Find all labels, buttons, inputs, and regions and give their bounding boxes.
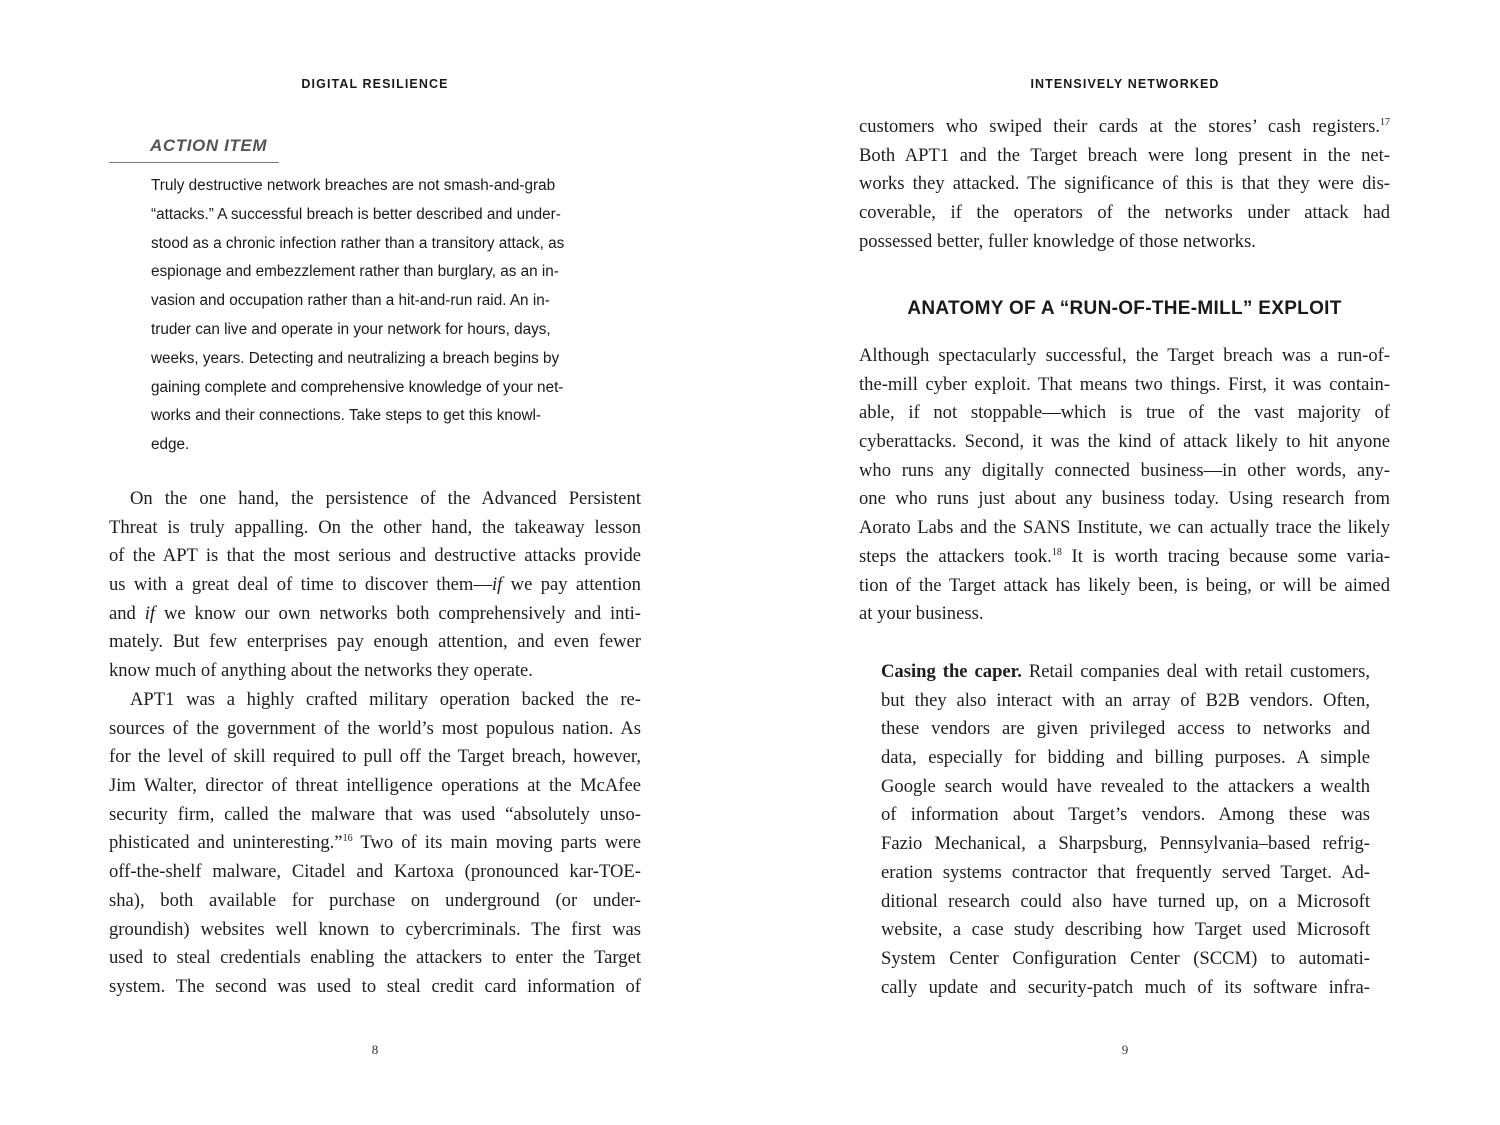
text-line: ditional research could also have turned up, on a Microsoft [881,890,1370,912]
text-line: Aorato Labs and the SANS Institute, we can actually trace the likely [859,517,1390,539]
text-line: of information about Target’s vendors. Among these was [881,804,1370,826]
action-item-line: “attacks.” A successful breach is better described and under- [151,205,561,223]
action-item-line: truder can live and operate in your network for hours, days, [151,320,551,338]
text-line: Although spectacularly successful, the Target breach was a run-of- [859,345,1390,366]
text-line: at your business. [859,603,984,625]
text-line: these vendors are given privileged access to networks and [881,718,1370,740]
text-line: Threat is truly appalling. On the other hand, the takeaway lesson [109,516,641,538]
text-line: Google search would have revealed to the attackers a wealth [881,775,1370,797]
text-run: Retail companies deal with retail customers, [1021,661,1370,682]
text-line: possessed better, fuller knowledge of those networks. [859,230,1256,252]
emphasis: if [144,602,156,624]
text-line: Jim Walter, director of threat intelligence operations at the McAfee [109,775,641,797]
page-number-right: 9 [1121,1042,1129,1057]
action-item-rule [109,162,279,163]
text-line: the-mill cyber exploit. That means two things. First, it was contain- [859,373,1390,395]
text-line: tion of the Target attack has likely been, is being, or will be aimed [859,574,1390,596]
text-line: Fazio Mechanical, a Sharpsburg, Pennsylvania–based refrig- [881,833,1370,855]
text-line [859,113,1390,142]
text-line: sources of the government of the world’s most populous nation. As [109,717,641,739]
footnote-ref[interactable]: 18 [1051,546,1062,558]
text-line: able, if not stoppable—which is true of the vast majority of [859,402,1390,424]
text-line: who runs any digitally connected business—in other words, any- [859,459,1390,481]
text-line: On the one hand, the persistence of the Advanced Persistent [130,488,641,509]
right-page [750,0,1500,1125]
text-line: of the APT is that the most serious and destructive attacks provide [109,545,641,567]
action-item-line: stood as a chronic infection rather than a transitory attack, as [151,234,565,252]
text-run: Two of its main moving parts were [352,832,641,854]
text-line: works they attacked. The significance of this is that they were dis- [859,173,1390,195]
text-line [881,658,1370,687]
footnote-ref[interactable]: 17 [1380,117,1390,128]
text-line: website, a case study describing how Target used Microsoft [881,919,1370,941]
action-item-line: works and their connections. Take steps to get this knowl- [151,407,541,425]
text-line: eration systems contractor that frequently served Target. Ad- [881,861,1370,883]
page-number-left: 8 [371,1042,379,1057]
section-heading: ANATOMY OF A “RUN-OF-THE-MILL” EXPLOIT [907,298,1342,319]
text-line: know much of anything about the networks they operate. [109,660,533,682]
text-line: data, especially for bidding and billing purposes. A simple [881,747,1370,769]
action-item-body [151,172,606,460]
action-item-line: Truly destructive network breaches are not smash-and-grab [151,177,556,194]
text-line [109,571,641,600]
text-line [109,829,641,858]
action-item-line: espionage and embezzlement rather than burglary, as an in- [151,263,559,281]
action-item-line: weeks, years. Detecting and neutralizing a breach begins by [151,349,560,367]
text-run: steps the attackers took. [859,545,1052,567]
footnote-ref[interactable]: 16 [342,833,353,845]
body-paragraph [109,686,641,1002]
text-line: cyberattacks. Second, it was the kind of attack likely to hit anyone [859,431,1390,453]
text-line: used to steal credentials enabling the attackers to enter the Target [109,947,641,969]
text-line: APT1 was a highly crafted military operation backed the re- [130,689,641,710]
text-line [859,543,1390,572]
action-item-line: vasion and occupation rather than a hit-and-run raid. An in- [151,292,550,310]
text-run: phisticated and uninteresting.” [109,832,343,854]
text-line: Both APT1 and the Target breach were long present in the net- [859,144,1390,166]
text-run: and [109,602,145,624]
action-item-line: gaining complete and comprehensive knowledge of your net- [151,378,564,396]
text-line: groundish) websites well known to cybercriminals. The first was [109,918,641,940]
text-run: we pay attention [502,574,641,596]
text-line [109,600,641,629]
text-line: for the level of skill required to pull off the Target breach, however, [109,746,641,768]
text-line: security firm, called the malware that was used “absolutely unso- [109,803,641,825]
text-run: us with a great deal of time to discover them— [109,574,492,596]
running-head-left: DIGITAL RESILIENCE [301,77,449,91]
text-line: system. The second was used to steal credit card information of [109,975,641,997]
running-head-right: INTENSIVELY NETWORKED [1030,77,1220,91]
action-item-title: ACTION ITEM [150,136,268,155]
run-in-heading: Casing the caper. [881,661,1022,682]
text-run: we know our own networks both comprehensively and inti- [155,602,641,624]
text-line: one who runs just about any business today. Using research from [859,488,1390,510]
text-line: mately. But few enterprises pay enough attention, and even fewer [109,631,641,653]
text-line: cally update and security-patch much of its software infra- [881,976,1370,998]
text-run: It is worth tracing because some varia- [1061,545,1390,567]
emphasis: if [491,574,503,596]
body-paragraph [859,113,1390,256]
text-line: System Center Configuration Center (SCCM) to automati- [881,947,1370,969]
body-paragraph [859,342,1390,629]
text-line: off-the-shelf malware, Citadel and Kartoxa (pronounced kar-TOE- [109,861,641,883]
text-run: customers who swiped their cards at the stores’ cash registers. [859,116,1380,137]
body-paragraph [109,485,641,686]
action-item-line: edge. [151,436,190,454]
text-line: but they also interact with an array of B2B vendors. Often, [881,689,1370,711]
body-paragraph [881,658,1370,1002]
text-line: sha), both available for purchase on underground (or under- [109,889,641,911]
text-line: coverable, if the operators of the networks under attack had [859,202,1390,224]
